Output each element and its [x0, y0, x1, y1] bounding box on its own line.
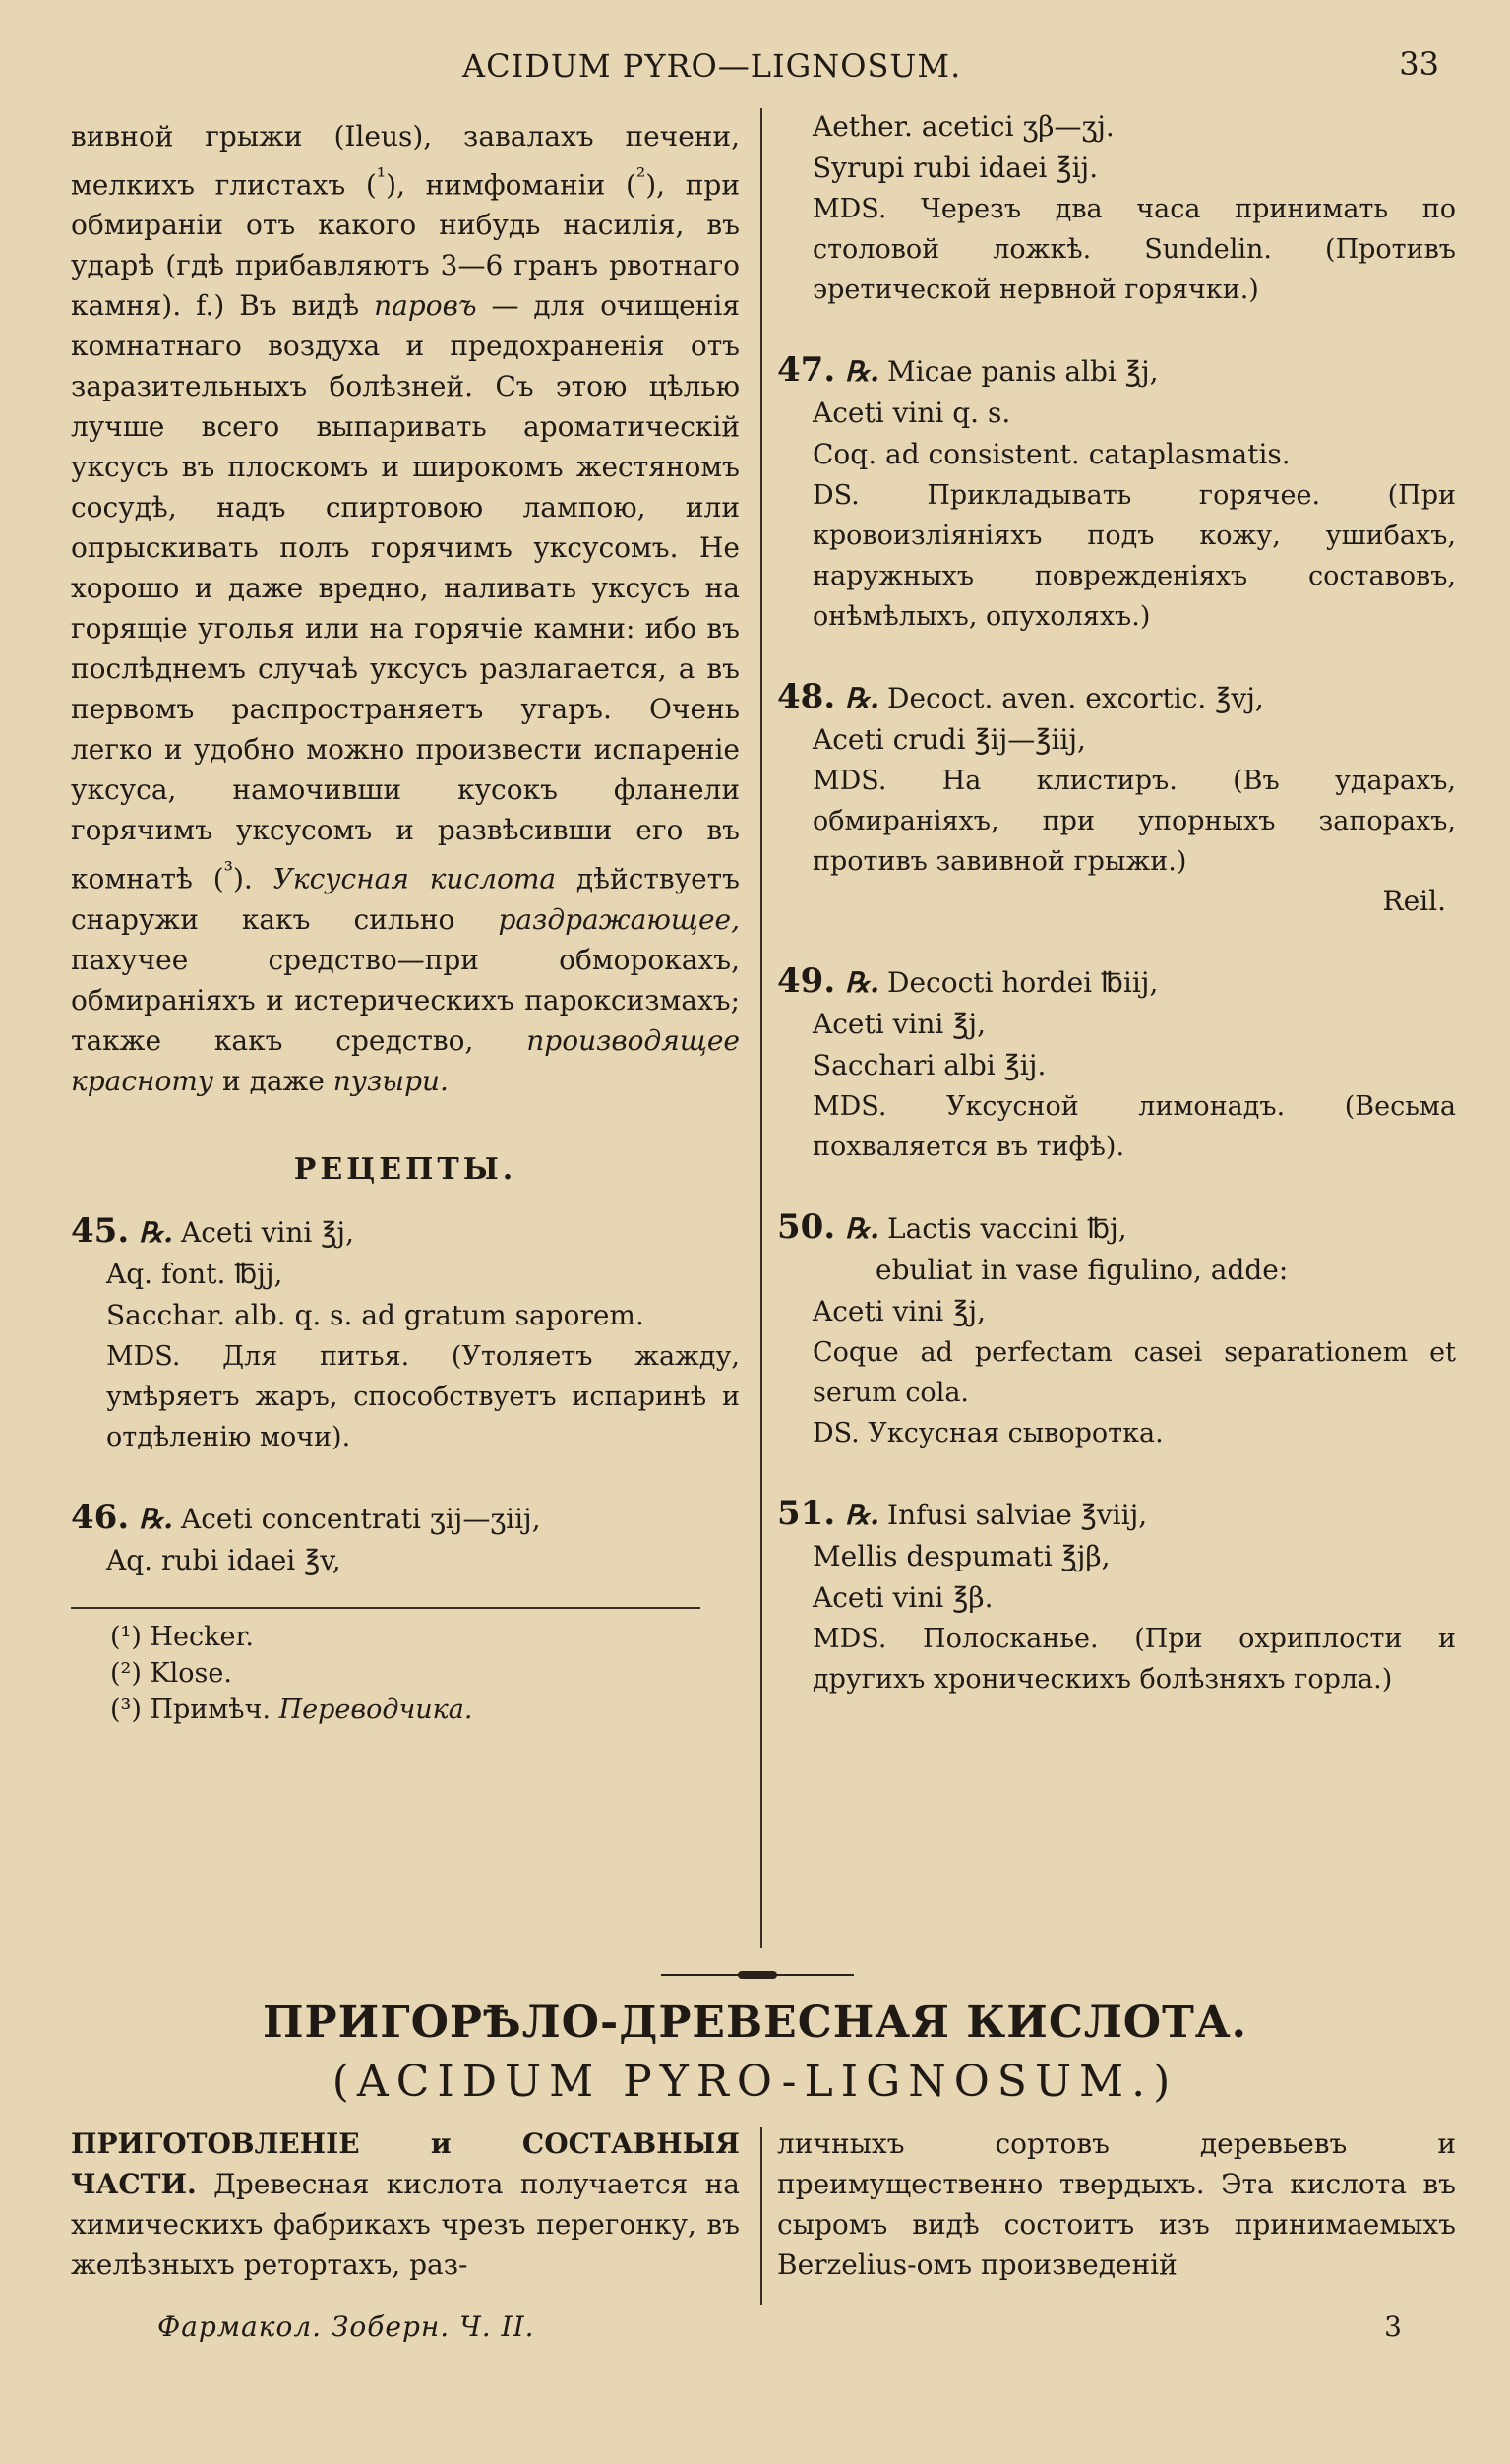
recipe-45: 45. ℞. Aceti vini ℥j, Aq. font. ℔jj, Sacchar. alb. q. s. ad gratum saporem. MDS. Для питья. (Утоляетъ жажду, умѣряетъ жаръ, способствуетъ испаринѣ и отдѣленію мочи). [71, 1210, 740, 1457]
sheet-mark: 3 [1384, 2310, 1402, 2343]
recipe-50: 50. ℞. Lactis vaccini ℔j, ebuliat in vase figulino, adde: Aceti vini ℥j, Coque ad perfectam casei separationem et serum cola. DS. Уксусная сыворотка. [777, 1206, 1456, 1453]
usage-paragraph: вивной грыжи (Ileus), завалахъ печени, мелкихъ глистахъ ($^{^1}$), нимфоманіи ($^{^2}$), при обмираніи отъ какого нибудь насилія, въ ударѣ (гдѣ прибавляютъ 3—6 гранъ рвотнаго камня). f.) Въ видѣ паровъ — для очищенія комнатнаго воздуха и предохраненія отъ заразительныхъ болѣзней. Съ этою цѣлью лучше всего выпаривать ароматическій уксусъ въ плоскомъ и широкомъ жестяномъ сосудѣ, надъ спиртовою лампою, или опрыскивать полъ горячимъ уксусомъ. Не хорошо и даже вредно, наливать уксусъ на горящіе уголья или на горячіе камни: ибо въ послѣднемъ случаѣ уксусъ разлагается, а въ первомъ распространяетъ угаръ. Очень легко и удобно можно произвести испареніе уксуса, намочивши кусокъ фланели горячимъ уксусомъ и развѣсивши его въ комнатѣ ($^{^3}$). Уксусная кислота дѣйствуетъ снаружи какъ сильно раздражающее, пахучее средство—при обморокахъ, обмираніяхъ и истерическихъ пароксизмахъ; также какъ средство, производящее красноту и даже пузыри. [71, 120, 740, 1097]
preparation-text-left: ПРИГОТОВЛЕНІЕ и СОСТАВНЫЯ ЧАСТИ. Древесная кислота получается на химическихъ фабрикахъ чрезъ перегонку, въ желѣзныхъ ретортахъ, раз- [71, 2127, 740, 2281]
recipe-symbol-icon: ℞. [139, 1215, 174, 1249]
footnote-3: (³) Примѣч. Переводчика. [110, 1694, 473, 1725]
recipe-symbol-icon: ℞. [845, 355, 880, 388]
footnote-2: (²) Klose. [110, 1657, 232, 1689]
recipe-note: MDS. Полосканье. (При охриплости и другихъ хроническихъ болѣзняхъ горла.) [813, 1624, 1456, 1694]
recipe-47: 47. ℞. Micae panis albi ℥j, Aceti vini q. s. Coq. ad consistent. cataplasmatis. DS. Прикладывать горячее. (При кровоизліяніяхъ подъ кожу, ушибахъ, наружныхъ поврежденіяхъ составовъ, онѣмѣлыхъ, опухоляхъ.) [777, 349, 1456, 637]
recipe-46-continued: Aether. acetici ʒβ—ʒj. Syrupi rubi idaei ℥ij. MDS. Черезъ два часа принимать по столовой ложкѣ. Sundelin. (Противъ эретической нервной горячки.) [777, 106, 1456, 310]
footnote-rule [71, 1607, 700, 1609]
column-divider [760, 108, 762, 1948]
recipes-heading: РЕЦЕПТЫ. [293, 1151, 517, 1187]
recipe-49: 49. ℞. Decocti hordei ℔iij, Aceti vini ℥j, Sacchari albi ℥ij. MDS. Уксусной лимонадъ. (Весьма похваляется въ тифѣ). [777, 960, 1456, 1167]
recipe-author: Reil. [1382, 885, 1446, 917]
recipe-note: DS. Уксусная сыворотка. [813, 1418, 1164, 1448]
footnote-1: (¹) Hecker. [110, 1621, 254, 1652]
right-column [777, 106, 1456, 1739]
signature-line: Фармакол. Зоберн. Ч. II. [157, 2310, 535, 2343]
recipe-51: 51. ℞. Infusi salviae ℥viij, Mellis despumati ℥jβ, Aceti vini ℥β. MDS. Полосканье. (При охриплости и другихъ хроническихъ болѣзняхъ горла.) [777, 1493, 1456, 1699]
recipe-symbol-icon: ℞. [845, 682, 880, 714]
bottom-column-divider [760, 2127, 762, 2305]
recipe-note: MDS. Уксусной лимонадъ. (Весьма похваляется въ тифѣ). [813, 1091, 1456, 1162]
ornament-divider [661, 1971, 854, 1979]
section-title: ПРИГОРѢЛО-ДРЕВЕСНАЯ КИСЛОТА. [262, 1998, 1247, 2048]
recipe-note: DS. Прикладывать горячее. (При кровоизліяніяхъ подъ кожу, ушибахъ, наружныхъ поврежденіяхъ составовъ, онѣмѣлыхъ, опухоляхъ.) [813, 480, 1456, 632]
recipe-symbol-icon: ℞. [845, 966, 880, 999]
recipe-46: 46. ℞. Aceti concentrati ʒij—ʒiij, Aq. rubi idaei ℥v, [71, 1497, 541, 1576]
recipe-note: MDS. Черезъ два часа принимать по столовой ложкѣ. Sundelin. (Противъ эретической нервной горячки.) [813, 194, 1456, 305]
preparation-text-right: личныхъ сортовъ деревьевъ и преимущественно твердыхъ. Эта кислота въ сыромъ видѣ состоитъ изъ принимаемыхъ Berzelius-омъ произведеній [777, 2127, 1456, 2281]
left-column [71, 116, 740, 1728]
section-subtitle: (ACIDUM PYRO-LIGNOSUM.) [332, 2057, 1178, 2107]
preparation-heading: ПРИГОТОВЛЕНІЕ и СОСТАВНЫЯ ЧАСТИ. [71, 2127, 740, 2200]
running-title: ACIDUM PYRO—LIGNOSUM. [462, 47, 962, 85]
page-number: 33 [1399, 45, 1439, 83]
recipe-symbol-icon: ℞. [139, 1502, 174, 1535]
recipe-note: MDS. Для питья. (Утоляетъ жажду, умѣряетъ жаръ, способствуетъ испаринѣ и отдѣленію мочи). [106, 1340, 740, 1452]
recipe-symbol-icon: ℞. [845, 1499, 880, 1531]
recipe-48: 48. ℞. Decoct. aven. excortic. ℥vj, Aceti crudi ℥ij—℥iij, MDS. На клистиръ. (Въ ударахъ, обмираніяхъ, при упорныхъ запорахъ, противъ завивной грыжи.) Reil. [777, 676, 1456, 921]
recipe-symbol-icon: ℞. [845, 1212, 880, 1245]
recipe-note: MDS. На клистиръ. (Въ ударахъ, обмираніяхъ, при упорныхъ запорахъ, противъ завивной грыжи.) [813, 766, 1456, 877]
